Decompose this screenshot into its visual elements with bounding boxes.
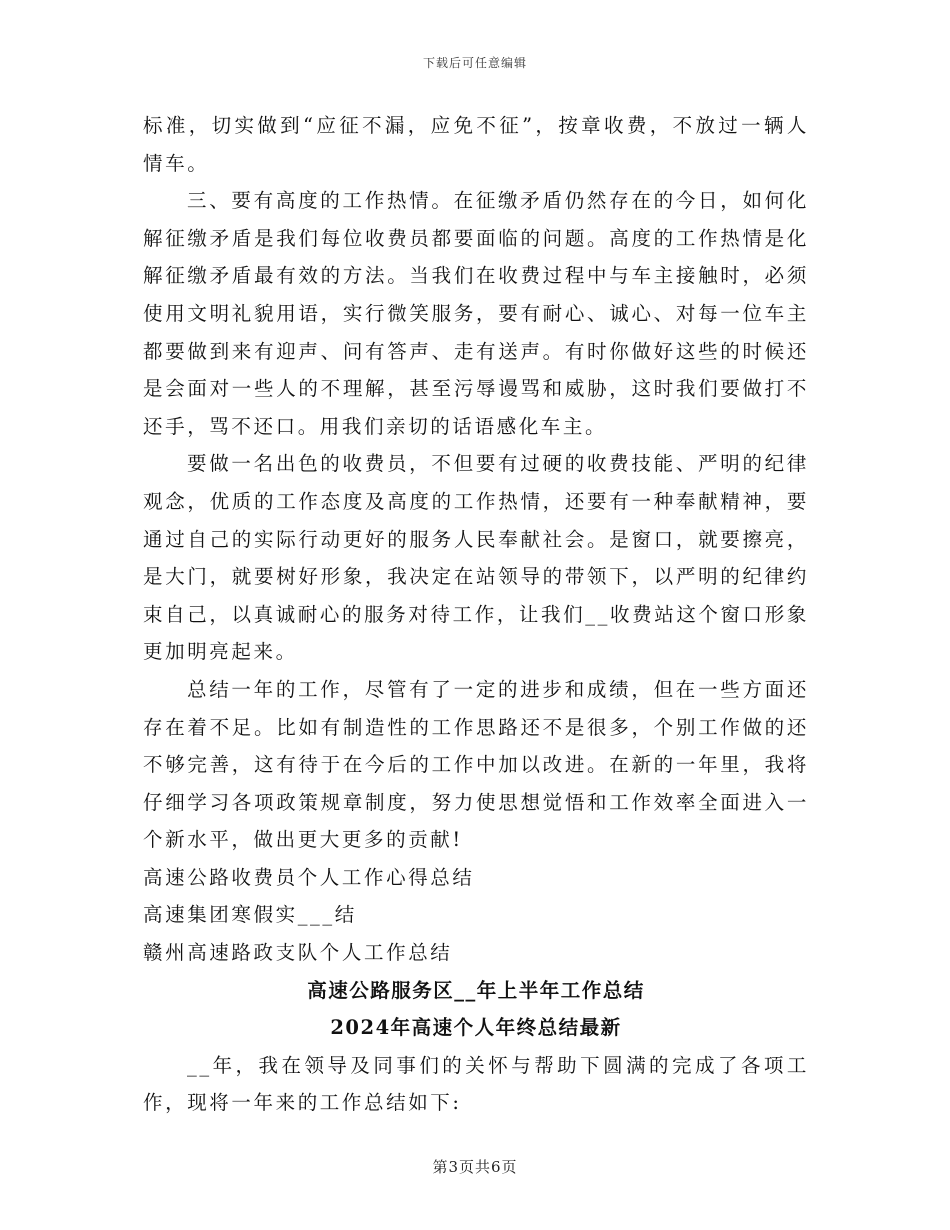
related-link[interactable]: 赣州高速路政支队个人工作总结: [143, 941, 453, 965]
paragraph-opening: __年，我在领导及同事们的关怀与帮助下圆满的完成了各项工作，现将一年来的工作总结如下:: [143, 1053, 809, 1115]
paragraph-dedication: 要做一名出色的收费员，不但要有过硬的收费技能、严明的纪律观念，优质的工作态度及高度的工作热情，还要有一种奉献精神，要通过自己的实际行动更好的服务人民奉献社会。是窗口，就要擦亮，是大门，就要树好形象，我决定在站领导的带领下，以严明的纪律约束自己，以真诚耐心的服务对待工作，让我们__收费站这个窗口形象更加明亮起来。: [143, 452, 809, 664]
page-header: 下载后可任意编辑: [422, 56, 527, 70]
paragraph-year-summary: 总结一年的工作，尽管有了一定的进步和成绩，但在一些方面还存在着不足。比如有制造性的工作思路还不是很多，个别工作做的还不够完善，这有待于在今后的工作中加以改进。在新的一年里，我将仔细学习各项政策规章制度，努力使思想觉悟和工作效率全面进入一个新水平，做出更大更多的贡献!: [143, 677, 809, 852]
related-link[interactable]: 高速公路收费员个人工作心得总结: [143, 865, 475, 889]
document-body: [143, 107, 809, 1122]
paragraph-work-enthusiasm: 三、要有高度的工作热情。在征缴矛盾仍然存在的今日，如何化解征缴矛盾是我们每位收费员都要面临的问题。高度的工作热情是化解征缴矛盾最有效的方法。当我们在收费过程中与车主接触时，必须使用文明礼貌用语，实行微笑服务，要有耐心、诚心、对每一位车主都要做到来有迎声、问有答声、走有送声。有时你做好这些的时候还是会面对一些人的不理解，甚至污辱谩骂和威胁，这时我们要做打不还手，骂不还口。用我们亲切的话语感化车主。: [143, 189, 809, 438]
related-link[interactable]: 高速集团寒假实___结: [143, 903, 357, 927]
page-footer: 第3页共6页: [432, 1158, 518, 1176]
paragraph-continuation: 标准，切实做到“应征不漏，应免不征”，按章收费，不放过一辆人情车。: [143, 114, 809, 175]
section-title: 2024年高速个人年终总结最新: [330, 1016, 622, 1040]
section-title: 高速公路服务区__年上半年工作总结: [307, 978, 645, 1002]
